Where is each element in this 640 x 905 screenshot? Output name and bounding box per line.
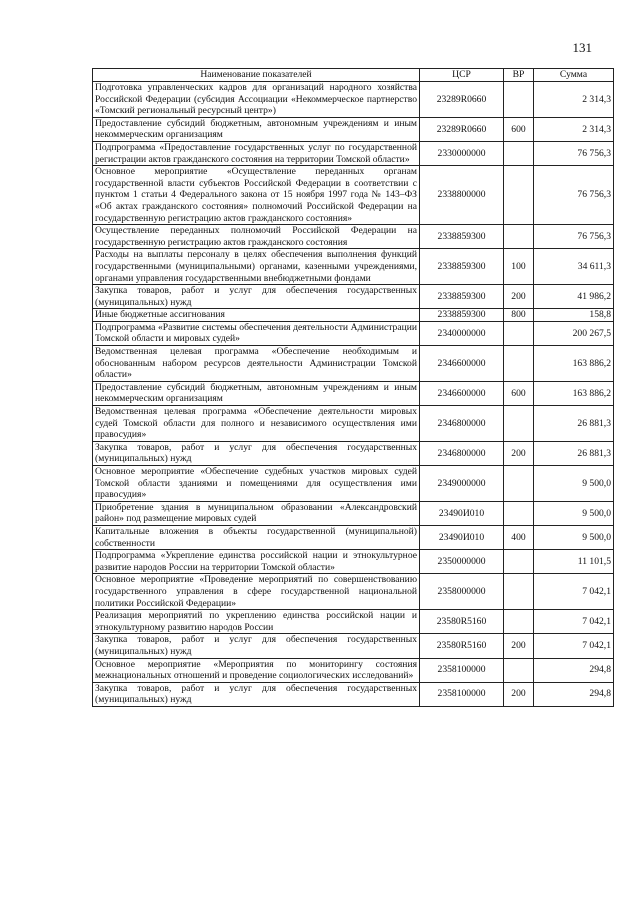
row-csr-cell: 2338859300	[420, 285, 504, 309]
row-csr-cell: 2338859300	[420, 309, 504, 322]
row-name-cell: Расходы на выплаты персоналу в целях обеспечения выполнения функций государственными (муниципальными) органами, казенными учреждениями, органами управления государственными внебюджетными фондами	[93, 249, 420, 285]
row-name-cell: Закупка товаров, работ и услуг для обеспечения государственных (муниципальных) нужд	[93, 285, 420, 309]
row-csr-cell: 2358100000	[420, 658, 504, 682]
table-row	[93, 225, 614, 249]
row-csr-cell: 2349000000	[420, 466, 504, 502]
row-vr-cell	[504, 141, 534, 165]
row-vr-cell: 400	[504, 525, 534, 549]
row-name-cell: Предоставление субсидий бюджетным, автономным учреждениям и иным некоммерческим организациям	[93, 117, 420, 141]
row-csr-cell: 2346800000	[420, 441, 504, 465]
row-csr-cell: 2358100000	[420, 682, 504, 706]
row-name-cell: Закупка товаров, работ и услуг для обеспечения государственных (муниципальных) нужд	[93, 682, 420, 706]
table-row	[93, 406, 614, 442]
row-name-cell: Предоставление субсидий бюджетным, автономным учреждениям и иным некоммерческим организациям	[93, 381, 420, 405]
row-sum-cell: 11 101,5	[534, 550, 614, 574]
table-row	[93, 466, 614, 502]
row-sum-cell: 294,8	[534, 658, 614, 682]
row-csr-cell: 23289R0660	[420, 82, 504, 118]
table-row	[93, 82, 614, 118]
row-vr-cell	[504, 346, 534, 382]
row-vr-cell	[504, 658, 534, 682]
row-sum-cell: 26 881,3	[534, 441, 614, 465]
row-name-cell: Подготовка управленческих кадров для организаций народного хозяйства Российской Федерации (субсидия Ассоциации «Некоммерческое партнерство «Томский региональный ресурсный центр»)	[93, 82, 420, 118]
row-sum-cell: 7 042,1	[534, 634, 614, 658]
row-sum-cell: 163 886,2	[534, 346, 614, 382]
budget-table	[92, 68, 614, 707]
row-vr-cell	[504, 225, 534, 249]
row-vr-cell	[504, 610, 534, 634]
table-row	[93, 501, 614, 525]
row-name-cell: Ведомственная целевая программа «Обеспечение необходимым и обоснованным набором ресурсов деятельности Администрации Томской области»	[93, 346, 420, 382]
row-vr-cell: 200	[504, 285, 534, 309]
row-csr-cell: 2346600000	[420, 381, 504, 405]
row-csr-cell: 2338800000	[420, 166, 504, 225]
table-row	[93, 550, 614, 574]
table-row	[93, 441, 614, 465]
row-vr-cell	[504, 321, 534, 345]
table-row	[93, 141, 614, 165]
row-csr-cell: 23289R0660	[420, 117, 504, 141]
table-row	[93, 574, 614, 610]
row-vr-cell	[504, 166, 534, 225]
table-row	[93, 634, 614, 658]
row-vr-cell	[504, 550, 534, 574]
row-csr-cell: 2340000000	[420, 321, 504, 345]
row-csr-cell: 2350000000	[420, 550, 504, 574]
row-sum-cell: 76 756,3	[534, 166, 614, 225]
table-row	[93, 346, 614, 382]
row-sum-cell: 9 500,0	[534, 466, 614, 502]
row-vr-cell: 200	[504, 441, 534, 465]
row-name-cell: Подпрограмма «Развитие системы обеспечения деятельности Администрации Томской области и мировых судей»	[93, 321, 420, 345]
row-sum-cell: 76 756,3	[534, 141, 614, 165]
row-vr-cell	[504, 82, 534, 118]
row-name-cell: Закупка товаров, работ и услуг для обеспечения государственных (муниципальных) нужд	[93, 441, 420, 465]
row-name-cell: Реализация мероприятий по укреплению единства российской нации и этнокультурному развитию народов России	[93, 610, 420, 634]
row-csr-cell: 2346800000	[420, 406, 504, 442]
header-name: Наименование показателей	[93, 69, 420, 82]
table-row	[93, 381, 614, 405]
header-sum: Сумма	[534, 69, 614, 82]
row-name-cell: Приобретение здания в муниципальном образовании «Александровский район» под размещение мировых судей	[93, 501, 420, 525]
row-name-cell: Ведомственная целевая программа «Обеспечение деятельности мировых судей Томской области для полного и независимого осуществления ими правосудия»	[93, 406, 420, 442]
row-csr-cell: 23490И010	[420, 501, 504, 525]
row-name-cell: Подпрограмма «Укрепление единства российской нации и этнокультурное развитие народов России на территории Томской области»	[93, 550, 420, 574]
row-name-cell: Подпрограмма «Предоставление государственных услуг по государственной регистрации актов гражданского состояния на территории Томской области»	[93, 141, 420, 165]
table-body	[93, 82, 614, 707]
row-vr-cell	[504, 466, 534, 502]
table-row	[93, 309, 614, 322]
row-sum-cell: 9 500,0	[534, 525, 614, 549]
row-sum-cell: 41 986,2	[534, 285, 614, 309]
table-row	[93, 285, 614, 309]
row-vr-cell: 200	[504, 634, 534, 658]
row-vr-cell: 600	[504, 117, 534, 141]
header-vr: ВР	[504, 69, 534, 82]
row-sum-cell: 158,8	[534, 309, 614, 322]
row-vr-cell: 200	[504, 682, 534, 706]
row-sum-cell: 200 267,5	[534, 321, 614, 345]
table-row	[93, 682, 614, 706]
row-vr-cell: 100	[504, 249, 534, 285]
row-vr-cell	[504, 574, 534, 610]
table-row	[93, 249, 614, 285]
row-csr-cell: 23580R5160	[420, 610, 504, 634]
row-vr-cell	[504, 406, 534, 442]
table-row	[93, 117, 614, 141]
table-row	[93, 321, 614, 345]
table-header-row	[93, 69, 614, 82]
table-row	[93, 610, 614, 634]
row-name-cell: Осуществление переданных полномочий Российской Федерации на государственную регистрацию актов гражданского состояния	[93, 225, 420, 249]
row-vr-cell: 800	[504, 309, 534, 322]
row-sum-cell: 26 881,3	[534, 406, 614, 442]
row-csr-cell: 23490И010	[420, 525, 504, 549]
table-row	[93, 525, 614, 549]
row-sum-cell: 76 756,3	[534, 225, 614, 249]
row-sum-cell: 9 500,0	[534, 501, 614, 525]
row-name-cell: Основное мероприятие «Осуществление переданных органам государственной власти субъектов Российской Федерации в соответствии с пунктом 1 статьи 4 Федерального закона от 15 ноября 1997 года № 143–ФЗ «Об актах гражданского состояния» полномочий Российской Федерации на государственную регистрацию актов гражданского состояния»	[93, 166, 420, 225]
row-csr-cell: 2346600000	[420, 346, 504, 382]
row-sum-cell: 163 886,2	[534, 381, 614, 405]
row-vr-cell	[504, 501, 534, 525]
row-name-cell: Основное мероприятие «Мероприятия по мониторингу состояния межнациональных отношений и проведение социологических исследований»	[93, 658, 420, 682]
row-sum-cell: 7 042,1	[534, 574, 614, 610]
row-csr-cell: 2330000000	[420, 141, 504, 165]
row-name-cell: Основное мероприятие «Обеспечение судебных участков мировых судей Томской области зданиями и помещениями для осуществления ими правосудия»	[93, 466, 420, 502]
row-sum-cell: 7 042,1	[534, 610, 614, 634]
row-name-cell: Закупка товаров, работ и услуг для обеспечения государственных (муниципальных) нужд	[93, 634, 420, 658]
row-csr-cell: 2338859300	[420, 249, 504, 285]
row-sum-cell: 294,8	[534, 682, 614, 706]
row-name-cell: Капитальные вложения в объекты государственной (муниципальной) собственности	[93, 525, 420, 549]
table-row	[93, 658, 614, 682]
row-csr-cell: 2358000000	[420, 574, 504, 610]
row-sum-cell: 34 611,3	[534, 249, 614, 285]
row-csr-cell: 2338859300	[420, 225, 504, 249]
page-number: 131	[572, 40, 592, 55]
row-csr-cell: 23580R5160	[420, 634, 504, 658]
row-name-cell: Иные бюджетные ассигнования	[93, 309, 420, 322]
row-sum-cell: 2 314,3	[534, 117, 614, 141]
row-sum-cell: 2 314,3	[534, 82, 614, 118]
header-csr: ЦСР	[420, 69, 504, 82]
table-row	[93, 166, 614, 225]
row-vr-cell: 600	[504, 381, 534, 405]
row-name-cell: Основное мероприятие «Проведение мероприятий по совершенствованию государственного управления в сфере государственной национальной политики Российской Федерации»	[93, 574, 420, 610]
